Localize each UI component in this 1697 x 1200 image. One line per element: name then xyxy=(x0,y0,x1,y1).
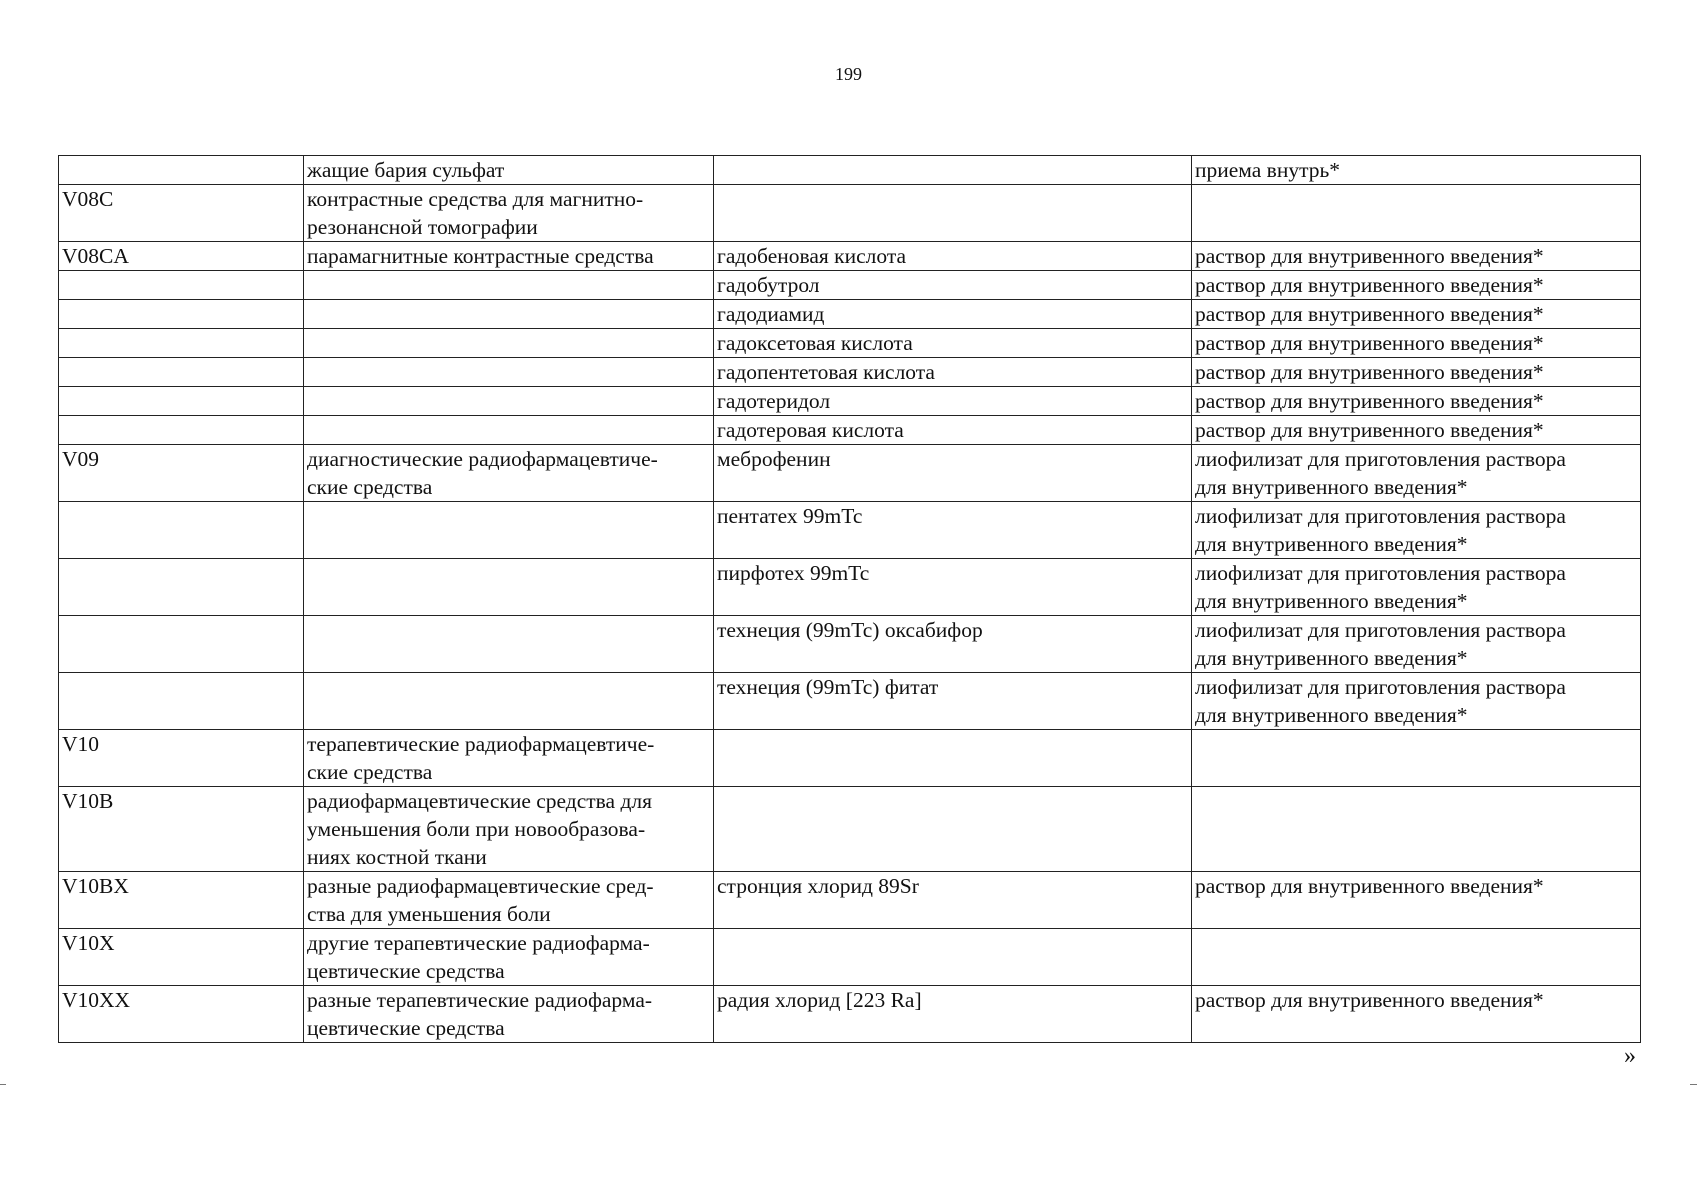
cell-name xyxy=(714,185,1192,242)
cell-name: меброфенин xyxy=(714,445,1192,502)
cell-name: технеция (99mTc) оксабифор xyxy=(714,616,1192,673)
cell-form: раствор для внутривенного введения* xyxy=(1192,416,1641,445)
table-row xyxy=(59,329,1641,358)
cell-group xyxy=(304,502,714,559)
cell-form xyxy=(1192,185,1641,242)
continuation-mark: » xyxy=(1624,1043,1636,1069)
cell-name: гадотеридол xyxy=(714,387,1192,416)
cell-form xyxy=(1192,787,1641,872)
cell-group: жащие бария сульфат xyxy=(304,156,714,185)
table-row xyxy=(59,271,1641,300)
cell-code: V10B xyxy=(59,787,304,872)
cell-code xyxy=(59,387,304,416)
cell-code xyxy=(59,559,304,616)
table-row xyxy=(59,559,1641,616)
cell-form: раствор для внутривенного введения* xyxy=(1192,986,1641,1043)
table-row xyxy=(59,730,1641,787)
cell-name: гадоксетовая кислота xyxy=(714,329,1192,358)
medicines-table-body xyxy=(59,156,1641,1043)
cell-group: другие терапевтические радиофарма- цевтические средства xyxy=(304,929,714,986)
cell-code xyxy=(59,300,304,329)
cell-name xyxy=(714,730,1192,787)
table-row xyxy=(59,416,1641,445)
cell-code: V09 xyxy=(59,445,304,502)
table-row xyxy=(59,185,1641,242)
cell-form: раствор для внутривенного введения* xyxy=(1192,300,1641,329)
cell-code xyxy=(59,502,304,559)
medicines-table xyxy=(58,155,1641,1043)
cell-group xyxy=(304,559,714,616)
cell-form: лиофилизат для приготовления раствора для внутривенного введения* xyxy=(1192,559,1641,616)
cell-form: приема внутрь* xyxy=(1192,156,1641,185)
table-row xyxy=(59,242,1641,271)
cell-code xyxy=(59,358,304,387)
cell-form: лиофилизат для приготовления раствора для внутривенного введения* xyxy=(1192,445,1641,502)
cell-name xyxy=(714,929,1192,986)
cell-name: пентатех 99mTc xyxy=(714,502,1192,559)
cell-group xyxy=(304,358,714,387)
table-row xyxy=(59,616,1641,673)
table-row xyxy=(59,358,1641,387)
cell-group: парамагнитные контрастные средства xyxy=(304,242,714,271)
cell-form: раствор для внутривенного введения* xyxy=(1192,329,1641,358)
cell-group: терапевтические радиофармацевтиче- ские средства xyxy=(304,730,714,787)
cell-group: разные радиофармацевтические сред- ства для уменьшения боли xyxy=(304,872,714,929)
cell-code xyxy=(59,271,304,300)
cell-group: разные терапевтические радиофарма- цевтические средства xyxy=(304,986,714,1043)
cell-group xyxy=(304,616,714,673)
right-margin-mark xyxy=(1690,1084,1697,1085)
cell-code xyxy=(59,616,304,673)
cell-group xyxy=(304,271,714,300)
cell-code: V10BX xyxy=(59,872,304,929)
cell-form: лиофилизат для приготовления раствора для внутривенного введения* xyxy=(1192,502,1641,559)
cell-code: V08CA xyxy=(59,242,304,271)
left-margin-mark xyxy=(0,1084,6,1085)
table-row xyxy=(59,872,1641,929)
cell-code: V08C xyxy=(59,185,304,242)
cell-group xyxy=(304,300,714,329)
cell-name: технеция (99mTc) фитат xyxy=(714,673,1192,730)
table-row xyxy=(59,929,1641,986)
cell-name: гадобутрол xyxy=(714,271,1192,300)
table-row xyxy=(59,986,1641,1043)
cell-name: пирфотех 99mTc xyxy=(714,559,1192,616)
cell-code xyxy=(59,329,304,358)
cell-group: контрастные средства для магнитно- резонансной томографии xyxy=(304,185,714,242)
table-row xyxy=(59,673,1641,730)
cell-form: лиофилизат для приготовления раствора для внутривенного введения* xyxy=(1192,673,1641,730)
cell-name: радия хлорид [223 Ra] xyxy=(714,986,1192,1043)
cell-name: стронция хлорид 89Sr xyxy=(714,872,1192,929)
table-row xyxy=(59,387,1641,416)
cell-group: радиофармацевтические средства для уменьшения боли при новообразова- ниях костной ткани xyxy=(304,787,714,872)
table-row xyxy=(59,445,1641,502)
cell-name: гадопентетовая кислота xyxy=(714,358,1192,387)
table-row xyxy=(59,787,1641,872)
cell-form: раствор для внутривенного введения* xyxy=(1192,271,1641,300)
cell-form: лиофилизат для приготовления раствора для внутривенного введения* xyxy=(1192,616,1641,673)
cell-code: V10XX xyxy=(59,986,304,1043)
table-row xyxy=(59,156,1641,185)
cell-group xyxy=(304,673,714,730)
cell-form xyxy=(1192,929,1641,986)
cell-code xyxy=(59,156,304,185)
cell-name: гадодиамид xyxy=(714,300,1192,329)
cell-form: раствор для внутривенного введения* xyxy=(1192,242,1641,271)
cell-group: диагностические радиофармацевтиче- ские средства xyxy=(304,445,714,502)
cell-group xyxy=(304,329,714,358)
cell-form: раствор для внутривенного введения* xyxy=(1192,387,1641,416)
cell-code: V10X xyxy=(59,929,304,986)
cell-code xyxy=(59,673,304,730)
table-row xyxy=(59,300,1641,329)
cell-code: V10 xyxy=(59,730,304,787)
cell-form: раствор для внутривенного введения* xyxy=(1192,872,1641,929)
cell-name: гадотеровая кислота xyxy=(714,416,1192,445)
cell-code xyxy=(59,416,304,445)
page-number: 199 xyxy=(835,64,862,84)
table-row xyxy=(59,502,1641,559)
cell-form: раствор для внутривенного введения* xyxy=(1192,358,1641,387)
cell-group xyxy=(304,416,714,445)
cell-name xyxy=(714,156,1192,185)
cell-group xyxy=(304,387,714,416)
cell-name: гадобеновая кислота xyxy=(714,242,1192,271)
cell-form xyxy=(1192,730,1641,787)
cell-name xyxy=(714,787,1192,872)
